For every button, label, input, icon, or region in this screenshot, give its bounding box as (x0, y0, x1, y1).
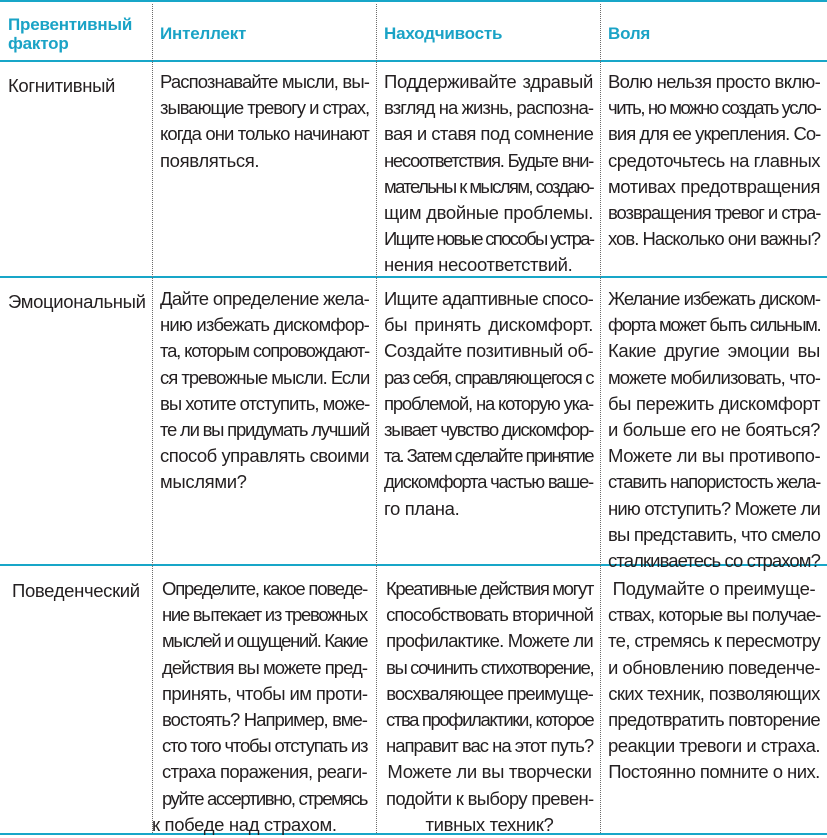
cell-line: способ управлять своими (160, 445, 369, 467)
cell-line: способствовать вторичной (386, 604, 593, 626)
cell-line: Желание избежать диском- (608, 288, 820, 309)
cell-line: хов. Насколько они важны? (608, 228, 821, 250)
cell-behavioral-intellect (152, 576, 368, 838)
cell-cognitive-will (608, 69, 820, 252)
cell-line: зывает чувство дискомфор- (384, 419, 594, 441)
cell-line: Подумайте о преимуще- (612, 578, 816, 599)
cell-line: востоять? Например, вме- (162, 709, 367, 731)
cell-line: подойти к выбору превен- (386, 787, 594, 809)
cell-line: та. Затем сделайте принятие (384, 445, 593, 467)
cell-line: проблемой, на которую ука- (384, 392, 593, 414)
cell-line: профилактике. Можете ли (386, 630, 593, 652)
cell-line: ставить напористость жела- (608, 471, 821, 493)
cell-line: Можете ли вы противопо- (608, 445, 821, 467)
cell-line: нию избежать дискомфор- (160, 314, 369, 336)
cell-line: реакции тревоги и страха. (608, 735, 821, 757)
cell-behavioral-resourcefulness (386, 576, 593, 838)
cell-line: Ищите новые способы устра- (384, 228, 594, 250)
cell-cognitive-resourcefulness (384, 69, 593, 279)
cell-line: несоответствия. Будьте вни- (384, 149, 593, 171)
cell-line: направит вас на этот путь? (386, 735, 594, 757)
header-factor: Превентивный фактор (8, 15, 133, 53)
header-resourcefulness: Находчивость (384, 24, 503, 43)
cell-line: ся тревожные мысли. Если (160, 366, 370, 388)
cell-line: сто того чтобы отступать из (162, 735, 368, 757)
cell-line: к победе над страхом. (152, 813, 337, 835)
cell-emotional-will (608, 286, 820, 574)
cell-line: раз себя, справляющегося с (384, 366, 594, 388)
cell-line: восхваляющее преимуще- (386, 682, 593, 704)
cell-line: вы хотите отступить, може- (160, 392, 370, 414)
cell-line: нию отступить? Можете ли (608, 497, 820, 519)
cell-line: взгляд на жизнь, распозна- (384, 97, 594, 119)
cell-line: бы принять дискомфорт. (384, 314, 593, 336)
cell-line: чить, но можно создать усло- (608, 97, 821, 119)
cell-line: дискомфорта частью ваше- (384, 471, 593, 493)
cell-cognitive-intellect (160, 69, 369, 174)
cell-line: форта может быть сильным. (608, 314, 821, 336)
cell-line: средоточьтесь на главных (608, 149, 820, 171)
cell-line: ских техник, позволяющих (608, 682, 820, 704)
header-will: Воля (608, 24, 651, 43)
cell-line: бы пережить дискомфорт (608, 392, 820, 414)
column-divider (152, 4, 153, 833)
cell-line: Ищите адаптивные спосо- (384, 288, 593, 309)
cell-line: и обновлению поведенче- (608, 656, 821, 678)
cell-line: принять, чтобы им проти- (162, 682, 368, 704)
row-label-emotional: Эмоциональный (8, 291, 146, 312)
cell-line: Креативные действия могут (386, 578, 594, 599)
column-divider (376, 4, 377, 833)
table-top-rule (0, 0, 827, 2)
cell-line: Создайте позитивный об- (384, 340, 594, 362)
cell-line: вы представить, что смело (608, 523, 821, 545)
cell-line: Дайте определение жела- (160, 288, 370, 309)
header-intellect: Интеллект (160, 24, 247, 43)
cell-line: действия вы можете пред- (162, 656, 368, 678)
cell-line: ствах, которые вы получае- (608, 604, 821, 626)
cell-line: Распознавайте мысли, вы- (160, 71, 369, 92)
cell-emotional-intellect (160, 286, 369, 496)
cell-line: мательны к мыслям, создаю- (384, 175, 593, 197)
cell-line: мотивах предотвращения (608, 175, 820, 197)
cell-line: можете мобилизовать, что- (608, 366, 820, 388)
cell-line: Поддерживайте здравый (384, 71, 593, 92)
cell-line: когда они только начинают (160, 123, 369, 145)
cell-line: ние вытекает из тревожных (162, 604, 367, 626)
cell-line: нения несоответствий. (384, 254, 573, 276)
header-rule (0, 60, 827, 62)
cell-line: зывающие тревогу и страх, (160, 97, 370, 119)
cell-line: мыслями? (160, 471, 247, 493)
cell-line: Волю нельзя просто вклю- (608, 71, 821, 92)
cell-line: Определите, какое поведе- (162, 578, 368, 599)
cell-line: сталкиваетесь со страхом? (608, 550, 820, 572)
cell-emotional-resourcefulness (384, 286, 593, 522)
cell-line: вы сочинить стихотворение, (386, 656, 594, 678)
cell-line: щим двойные проблемы. (384, 202, 593, 224)
cell-line: вия для ее укрепления. Со- (608, 123, 821, 145)
column-divider (600, 4, 601, 833)
cell-behavioral-will (608, 576, 820, 786)
cell-line: руйте ассертивно, стремясь (162, 787, 367, 809)
row-label-behavioral: Поведенческий (12, 580, 140, 601)
cell-line: Постоянно помните о них. (608, 761, 820, 783)
cell-line: та, которым сопровождают- (160, 340, 369, 362)
cell-line: го плана. (384, 497, 460, 519)
row-label-cognitive: Когнитивный (8, 75, 115, 96)
cell-line: страха поражения, реаги- (162, 761, 367, 783)
cell-line: те, стремясь к пересмотру (608, 630, 820, 652)
cell-line: мыслей и ощущений. Какие (162, 630, 368, 652)
cell-line: Какие другие эмоции вы (608, 340, 820, 362)
cell-line: предотвратить повторение (608, 709, 820, 731)
cell-line: появляться. (160, 149, 260, 171)
cell-line: Можете ли вы творчески (387, 761, 592, 783)
cell-line: те ли вы придумать лучший (160, 419, 370, 441)
cell-line: тивных техник? (425, 813, 554, 835)
cell-line: вая и ставя под сомнение (384, 123, 594, 145)
cell-line: и больше его не бояться? (608, 419, 820, 441)
cell-line: ства профилактики, которое (386, 709, 594, 731)
cell-line: возвращения тревог и стра- (608, 202, 821, 224)
